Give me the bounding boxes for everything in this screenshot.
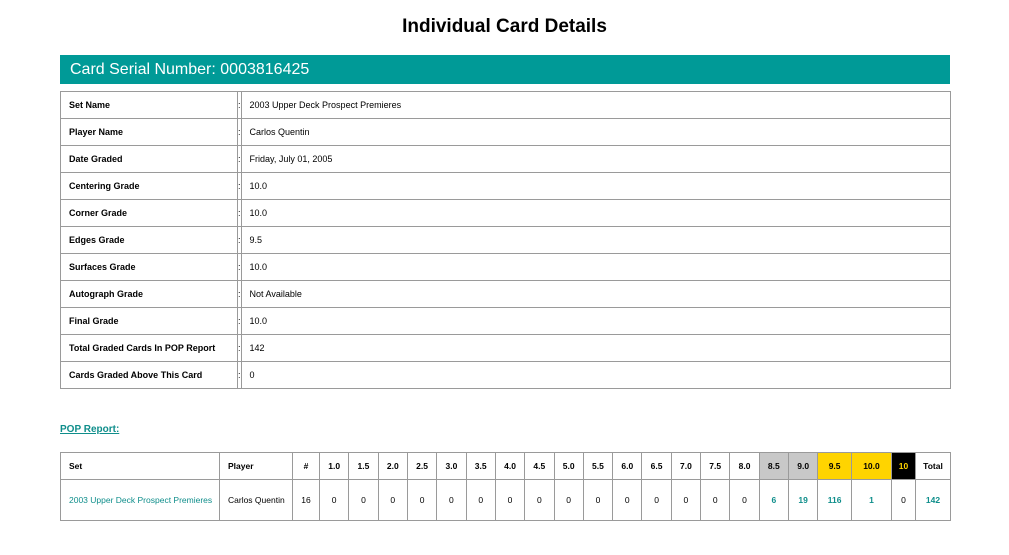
- pop-grade-7-5-count: 0: [701, 480, 730, 521]
- detail-row-final-grade: [61, 308, 951, 335]
- pop-header-player: Player: [220, 453, 293, 480]
- pop-header-grade-3-0: 3.0: [437, 453, 466, 480]
- detail-separator: :: [238, 281, 242, 308]
- detail-separator: :: [238, 173, 242, 200]
- pop-grade-9-0-link[interactable]: 19: [789, 480, 818, 521]
- detail-label: Total Graded Cards In POP Report: [61, 335, 238, 362]
- pop-grade-1-5-count: 0: [349, 480, 378, 521]
- detail-value: 10.0: [241, 200, 950, 227]
- detail-row-corner-grade: [61, 200, 951, 227]
- pop-header-grade-5-0: 5.0: [554, 453, 583, 480]
- pop-grade-4-5-count: 0: [525, 480, 554, 521]
- detail-row-centering-grade: [61, 173, 951, 200]
- pop-grade-10-count: 0: [892, 480, 916, 521]
- table-row: [61, 480, 951, 521]
- pop-grade-6-0-count: 0: [613, 480, 642, 521]
- detail-value: 0: [241, 362, 950, 389]
- pop-report-link[interactable]: POP Report:: [60, 424, 120, 435]
- detail-separator: :: [238, 227, 242, 254]
- pop-grade-3-5-count: 0: [466, 480, 495, 521]
- detail-label: Autograph Grade: [61, 281, 238, 308]
- serial-number-header: Card Serial Number: 0003816425: [60, 55, 950, 84]
- pop-grade-2-5-count: 0: [407, 480, 436, 521]
- pop-grade-5-5-count: 0: [583, 480, 612, 521]
- pop-header-set: Set: [61, 453, 220, 480]
- pop-header-grade-7-0: 7.0: [671, 453, 700, 480]
- pop-header-grade-9-0: 9.0: [789, 453, 818, 480]
- detail-value: 2003 Upper Deck Prospect Premieres: [241, 92, 950, 119]
- detail-value: 142: [241, 335, 950, 362]
- pop-grade-4-0-count: 0: [495, 480, 524, 521]
- pop-header-grade-2-5: 2.5: [407, 453, 436, 480]
- pop-grade-8-0-count: 0: [730, 480, 759, 521]
- detail-row-total-graded: [61, 335, 951, 362]
- detail-value: Friday, July 01, 2005: [241, 146, 950, 173]
- detail-row-edges-grade: [61, 227, 951, 254]
- detail-label: Cards Graded Above This Card: [61, 362, 238, 389]
- pop-set-link[interactable]: 2003 Upper Deck Prospect Premieres: [61, 480, 220, 521]
- pop-header-grade-4-0: 4.0: [495, 453, 524, 480]
- detail-separator: :: [238, 146, 242, 173]
- pop-count: 16: [293, 480, 320, 521]
- page-title: Individual Card Details: [402, 16, 607, 37]
- detail-separator: :: [238, 362, 242, 389]
- pop-header-grade-10-0: 10.0: [851, 453, 891, 480]
- pop-grade-10-0-link[interactable]: 1: [851, 480, 891, 521]
- detail-label: Centering Grade: [61, 173, 238, 200]
- detail-value: 10.0: [241, 173, 950, 200]
- detail-label: Corner Grade: [61, 200, 238, 227]
- detail-row-set-name: [61, 92, 951, 119]
- pop-header-grade-6-0: 6.0: [613, 453, 642, 480]
- pop-grade-8-5-link[interactable]: 6: [759, 480, 788, 521]
- detail-row-date-graded: [61, 146, 951, 173]
- pop-header-grade-9-5: 9.5: [818, 453, 852, 480]
- pop-header-grade-1-0: 1.0: [320, 453, 349, 480]
- pop-header-grade-4-5: 4.5: [525, 453, 554, 480]
- detail-label: Surfaces Grade: [61, 254, 238, 281]
- detail-value: 10.0: [241, 308, 950, 335]
- detail-label: Player Name: [61, 119, 238, 146]
- detail-label: Set Name: [61, 92, 238, 119]
- pop-header-grade-3-5: 3.5: [466, 453, 495, 480]
- detail-separator: :: [238, 254, 242, 281]
- detail-value: 10.0: [241, 254, 950, 281]
- pop-report-table: [60, 452, 951, 521]
- pop-player-name: Carlos Quentin: [220, 480, 293, 521]
- pop-grade-7-0-count: 0: [671, 480, 700, 521]
- detail-separator: :: [238, 308, 242, 335]
- detail-label: Final Grade: [61, 308, 238, 335]
- detail-row-graded-above: [61, 362, 951, 389]
- pop-grade-9-5-link[interactable]: 116: [818, 480, 852, 521]
- pop-header-grade-7-5: 7.5: [701, 453, 730, 480]
- pop-header-count: #: [293, 453, 320, 480]
- pop-grade-3-0-count: 0: [437, 480, 466, 521]
- pop-header-grade-10: 10: [892, 453, 916, 480]
- detail-value: Carlos Quentin: [241, 119, 950, 146]
- detail-row-surfaces-grade: [61, 254, 951, 281]
- pop-grade-1-0-count: 0: [320, 480, 349, 521]
- detail-separator: :: [238, 92, 242, 119]
- detail-label: Date Graded: [61, 146, 238, 173]
- pop-header-grade-1-5: 1.5: [349, 453, 378, 480]
- detail-value: Not Available: [241, 281, 950, 308]
- pop-total-link[interactable]: 142: [916, 480, 951, 521]
- pop-grade-2-0-count: 0: [378, 480, 407, 521]
- detail-separator: :: [238, 335, 242, 362]
- pop-header-row: [61, 453, 951, 480]
- detail-value: 9.5: [241, 227, 950, 254]
- pop-grade-6-5-count: 0: [642, 480, 671, 521]
- pop-header-grade-2-0: 2.0: [378, 453, 407, 480]
- detail-separator: :: [238, 119, 242, 146]
- pop-header-grade-5-5: 5.5: [583, 453, 612, 480]
- card-details-table: [60, 91, 951, 389]
- pop-grade-5-0-count: 0: [554, 480, 583, 521]
- detail-row-autograph-grade: [61, 281, 951, 308]
- pop-header-total: Total: [916, 453, 951, 480]
- detail-label: Edges Grade: [61, 227, 238, 254]
- pop-header-grade-6-5: 6.5: [642, 453, 671, 480]
- pop-header-grade-8-0: 8.0: [730, 453, 759, 480]
- detail-separator: :: [238, 200, 242, 227]
- pop-header-grade-8-5: 8.5: [759, 453, 788, 480]
- detail-row-player-name: [61, 119, 951, 146]
